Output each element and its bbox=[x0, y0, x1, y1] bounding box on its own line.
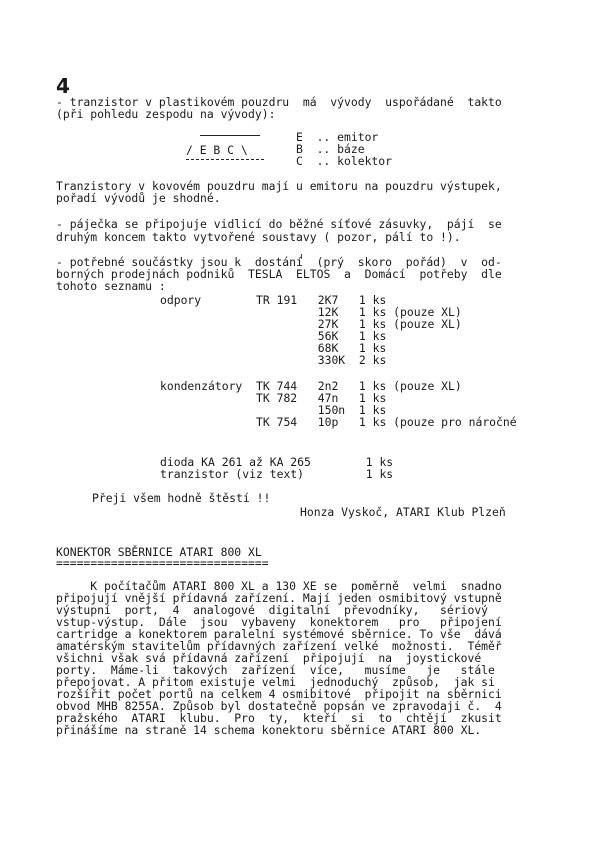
text-line: porty. Máme-li takových zařízení více, musíme je stále bbox=[56, 663, 495, 677]
text-line: Tranzistory v kovovém pouzdru mají u emitoru na pouzdru výstupek, bbox=[56, 179, 502, 193]
text-line: pořadí vývodů je shodné. bbox=[56, 191, 221, 205]
page-number: 4 bbox=[56, 74, 70, 98]
parts-row: 330K 2 ks bbox=[160, 353, 387, 367]
text-line: - tranzistor v plastikovém pouzdru má vývody uspořádané takto bbox=[56, 95, 502, 109]
text-line: obvod MHB 8255A. Způsob byl dostatečně popsán ve zpravodaji č. 4 bbox=[56, 699, 502, 713]
text-line: - páječka se připojuje vidlicí do běžné síťové zásuvky, pájí se bbox=[56, 217, 502, 231]
parts-row: kondenzátory TK 744 2n2 1 ks (pouze XL) bbox=[160, 379, 462, 393]
text-line: rozšířit počet portů na celkem 4 osmibitové připojit na sběrnici bbox=[56, 687, 502, 701]
text-line: připojují vnější přídavná zařízení. Mají jeden osmibitový vstupně bbox=[56, 591, 502, 605]
package-flat-side bbox=[186, 159, 264, 160]
wish-line: Přeji všem hodně štěstí !! bbox=[92, 491, 271, 505]
text-line: výstupní port, 4 analogové digitalní převodníky, sériový bbox=[56, 603, 489, 617]
pin-emitor: E .. emitor bbox=[296, 130, 379, 144]
text-line: pražského ATARI klubu. Pro ty, kteří si to chtějí zkusit bbox=[56, 711, 502, 725]
parts-row: 56K 1 ks bbox=[160, 329, 387, 343]
text-line: všichni však svá přídavná zařízení připojují na joystickové bbox=[56, 651, 482, 665]
pin-baze: B .. báze bbox=[296, 142, 365, 156]
parts-row: TK 782 47n 1 ks bbox=[160, 391, 387, 405]
parts-row: 150n 1 ks bbox=[160, 403, 387, 417]
text-line: cartridge a konektorem paralelní systémové sběrnice. To vše dává bbox=[56, 627, 502, 641]
parts-row: 27K 1 ks (pouze XL) bbox=[160, 317, 462, 331]
text-line: borných prodejnách podniků TESLA ELTOS a Domácí potřeby dle bbox=[56, 267, 502, 281]
section-heading: KONEKTOR SBĚRNICE ATARI 800 XL bbox=[56, 545, 262, 559]
section-underline: =============================== bbox=[56, 556, 269, 570]
text-line: amatérským stavitelům přídavných zařízení velké možnosti. Téměř bbox=[56, 639, 502, 653]
text-line: vstup-výstup. Dále jsou vybaveny konektorem pro připojení bbox=[56, 615, 502, 629]
parts-row: tranzistor (viz text) 1 ks bbox=[160, 467, 394, 481]
package-body: / E B C \ bbox=[186, 143, 248, 157]
signature: Honza Vyskoč, ATARI Klub Plzeň bbox=[300, 505, 506, 519]
text-line: - potřebné součástky jsou k dostání (prý skoro pořád) v od- bbox=[56, 255, 502, 269]
text-line: přepojovat. A přitom existuje velmi jednoduchý způsob, jak si bbox=[56, 675, 495, 689]
text-line: tohoto seznamu : bbox=[56, 279, 166, 293]
parts-row: dioda KA 261 až KA 265 1 ks bbox=[160, 455, 394, 469]
parts-row: odpory TR 191 2K7 1 ks bbox=[160, 293, 387, 307]
text-line: (při pohledu zespodu na vývody): bbox=[56, 107, 276, 121]
parts-row: 12K 1 ks (pouze XL) bbox=[160, 305, 462, 319]
package-top-line bbox=[200, 135, 260, 136]
parts-row: TK 754 10p 1 ks (pouze pro náročné bbox=[160, 415, 517, 429]
text-line: druhým koncem takto vytvořené soustavy ( pozor, pálí to !). bbox=[56, 230, 461, 244]
text-line: K počítačům ATARI 800 XL a 130 XE se poměrně velmi snadno bbox=[56, 579, 502, 593]
pin-kolektor: C .. kolektor bbox=[296, 154, 393, 168]
parts-row: 68K 1 ks bbox=[160, 341, 387, 355]
text-line: přinášíme na straně 14 schema konektoru sběrnice ATARI 800 XL. bbox=[56, 723, 482, 737]
